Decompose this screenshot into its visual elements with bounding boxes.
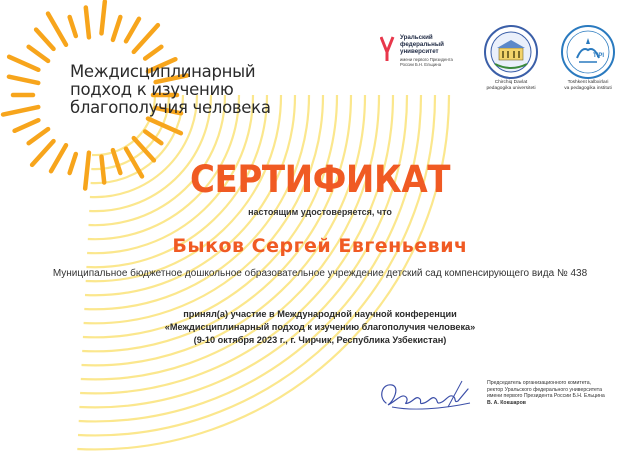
signatory-role-line-2: ректор Уральского федерального университета	[487, 386, 602, 393]
signatory-name: В. А. Кокшаров	[487, 399, 526, 406]
sun-ray	[113, 17, 120, 40]
sun-ray	[101, 2, 104, 34]
urfu-name-line-3: университет	[400, 48, 439, 55]
chirchiq-caption-line-1: Chirchiq Davlat	[494, 80, 528, 85]
tipi-abbr: TIPI	[593, 53, 605, 59]
sun-ray	[86, 7, 89, 37]
chirchiq-university-logo	[476, 22, 546, 94]
urfu-subtitle-line-2: России Б.Н. Ельцина	[400, 62, 442, 67]
sun-ray	[145, 47, 161, 59]
conference-title-line-1: Междисциплинарный	[70, 62, 256, 81]
urfu-name	[400, 34, 444, 55]
urfu-subtitle	[400, 57, 453, 67]
conference-title	[70, 63, 270, 117]
sun-ray	[29, 129, 48, 143]
sun-ray	[29, 47, 48, 61]
sun-ray	[134, 25, 158, 52]
sun-ray	[3, 107, 38, 114]
sun-ray	[48, 14, 66, 45]
conference-title-line-2: подход к изучению	[70, 80, 234, 99]
tipi-caption	[553, 80, 623, 92]
urfu-name-line-1: Уральский	[400, 34, 433, 41]
tipi-logo	[553, 22, 623, 94]
signatory-role-line-1: Председатель организационного комитета,	[487, 380, 592, 386]
tipi-caption-line-2: va pedagogika instituti	[564, 86, 612, 91]
participation-line-3: (9-10 октября 2023 г., г. Чирчик, Республика Узбекистан)	[193, 335, 447, 345]
participation-line-2: «Междисциплинарный подход к изучению благополучия человека»	[164, 322, 476, 332]
chirchiq-seal-icon	[483, 24, 539, 80]
recipient-organization: Муниципальное бюджетное дошкольное образовательное учреждение детский сад компенсирующего вида № 438	[52, 268, 588, 279]
sun-ray	[15, 120, 39, 131]
sun-ray	[36, 30, 53, 49]
attest-text: настоящим удостоверяется, что	[248, 207, 392, 217]
signatory-block	[487, 380, 627, 406]
sun-ray	[126, 19, 139, 42]
recipient-name: Быков Сергей Евгеньевич	[172, 235, 468, 257]
sun-ray	[9, 57, 38, 70]
sun-ray	[70, 17, 76, 36]
signatory-role-line-3: имени первого Президента России Б.Н. Ельцина	[487, 393, 605, 400]
tipi-caption-line-1: Toshkent kalbxirlari	[567, 80, 609, 85]
certificate-title: СЕРТИФИКАТ	[190, 158, 450, 201]
urfu-mark-icon	[380, 34, 398, 64]
tipi-seal-icon	[560, 24, 616, 80]
urfu-logo	[380, 32, 460, 80]
chirchiq-caption	[476, 80, 546, 92]
conference-title-line-3: благополучия человека	[70, 98, 271, 117]
handwritten-signature	[372, 367, 482, 417]
urfu-subtitle-line-1: имени первого Президента	[400, 57, 453, 62]
sun-ray	[9, 77, 38, 83]
urfu-name-line-2: федеральный	[400, 41, 444, 48]
chirchiq-caption-line-2: pedagogika universiteti	[486, 86, 536, 91]
participation-line-1: принял(а) участие в Международной научной конференции	[183, 309, 457, 319]
